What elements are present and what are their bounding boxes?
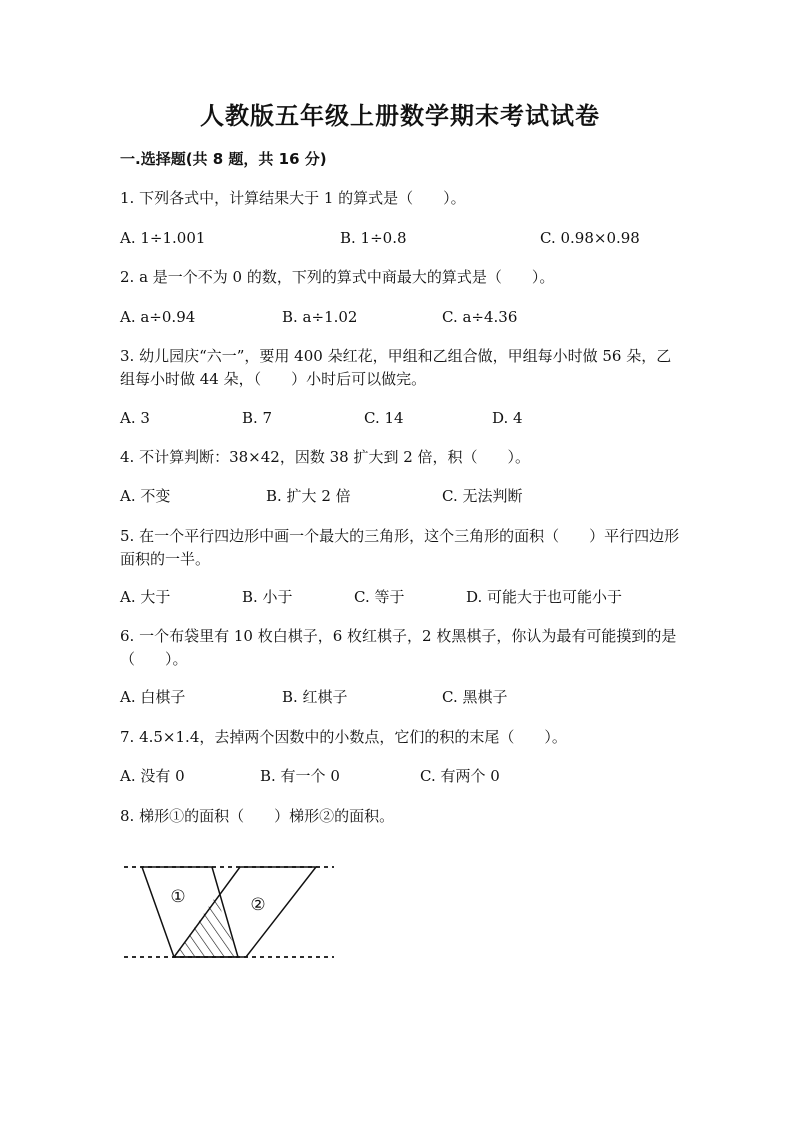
question-5: 5. 在一个平行四边形中画一个最大的三角形，这个三角形的面积（ ）平行四边形面积的一半。 (120, 527, 680, 568)
label-trapezoid-1: ① (170, 887, 186, 907)
q5-option-c: C. 等于 (354, 588, 405, 606)
q5-option-b: B. 小于 (242, 588, 293, 606)
q2-option-c: C. a÷4.36 (442, 308, 518, 326)
q1-option-b: B. 1÷0.8 (340, 229, 407, 247)
q7-option-b: B. 有一个 0 (260, 767, 340, 785)
question-7: 7. 4.5×1.4，去掉两个因数中的小数点，它们的积的末尾（ ）。 (120, 728, 567, 746)
q4-option-a: A. 不变 (120, 487, 171, 505)
q3-option-a: A. 3 (120, 409, 150, 427)
q3-option-b: B. 7 (242, 409, 273, 427)
question-6: 6. 一个布袋里有 10 枚白棋子，6 枚红棋子，2 枚黑棋子，你认为最有可能摸到的是（ ）。 (120, 627, 677, 668)
q5-option-a: A. 大于 (120, 588, 171, 606)
q1-option-a: A. 1÷1.001 (120, 229, 206, 247)
question-8: 8. 梯形①的面积（ ）梯形②的面积。 (120, 807, 395, 825)
question-2: 2. a 是一个不为 0 的数，下列的算式中商最大的算式是（ ）。 (120, 268, 555, 286)
q4-option-c: C. 无法判断 (442, 487, 523, 505)
question-4: 4. 不计算判断：38×42，因数 38 扩大到 2 倍，积（ ）。 (120, 448, 531, 466)
section-heading: 一.选择题(共 8 题，共 16 分) (120, 150, 327, 168)
q3-option-d: D. 4 (492, 409, 523, 427)
label-trapezoid-2: ② (250, 895, 266, 915)
q6-option-a: A. 白棋子 (120, 688, 186, 706)
q6-option-b: B. 红棋子 (282, 688, 348, 706)
q2-option-b: B. a÷1.02 (282, 308, 358, 326)
question-3: 3. 幼儿园庆“六一”，要用 400 朵红花，甲组和乙组合做，甲组每小时做 56 朵，乙组每小时做 44 朵，（ ）小时后可以做完。 (120, 347, 672, 388)
q7-option-c: C. 有两个 0 (420, 767, 500, 785)
q1-option-c: C. 0.98×0.98 (540, 229, 640, 247)
q5-option-d: D. 可能大于也可能小于 (466, 588, 623, 606)
q4-option-b: B. 扩大 2 倍 (266, 487, 351, 505)
q3-option-c: C. 14 (364, 409, 404, 427)
q7-option-a: A. 没有 0 (120, 767, 185, 785)
q6-option-c: C. 黑棋子 (442, 688, 508, 706)
question-1: 1. 下列各式中，计算结果大于 1 的算式是（ ）。 (120, 189, 466, 207)
trapezoid-figure (110, 850, 350, 970)
page-title: 人教版五年级上册数学期末考试试卷 (200, 102, 600, 130)
q2-option-a: A. a÷0.94 (120, 308, 196, 326)
